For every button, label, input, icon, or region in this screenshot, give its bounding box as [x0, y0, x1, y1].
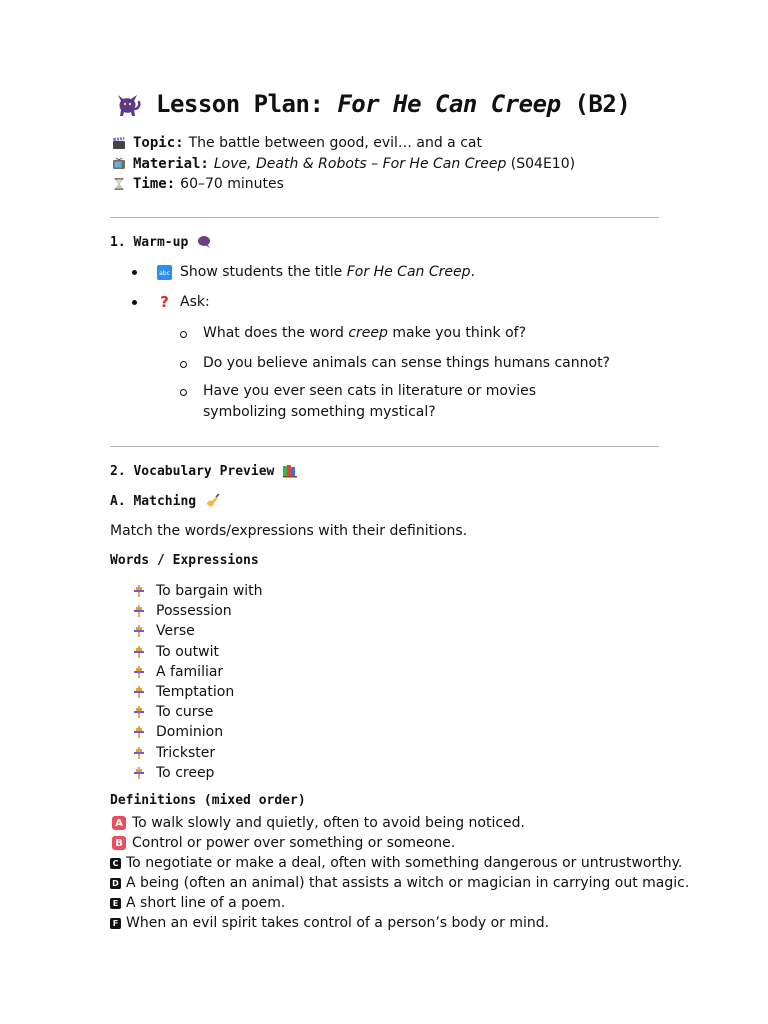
television-icon: [112, 157, 126, 171]
list-item: [132, 581, 263, 601]
round-pushpin-icon: [132, 746, 146, 760]
material-row: [112, 154, 575, 175]
list-item: [180, 381, 613, 423]
vocab-heading: [110, 463, 298, 479]
list-item: [132, 642, 263, 662]
definition-text: A being (often an animal) that assists a witch or magician in carrying out magic.: [126, 875, 690, 891]
definition-item: [110, 873, 689, 893]
definition-item: [110, 913, 689, 933]
letter-d-icon: D: [110, 878, 121, 889]
black-cat-icon: [112, 89, 142, 119]
page-title: [112, 86, 630, 122]
time-value: 60–70 minutes: [180, 176, 284, 192]
list-item: [132, 743, 263, 763]
list-item: [180, 353, 623, 374]
list-item: [132, 662, 263, 682]
abc-input-icon: [157, 265, 172, 280]
definition-item: [110, 813, 689, 833]
instruction-text: Match the words/expressions with their definitions.: [110, 523, 468, 539]
words-list: [132, 581, 263, 783]
definition-item: [110, 833, 689, 853]
title-italic: For He Can Creep: [337, 90, 561, 118]
time-row: [112, 174, 575, 195]
list-item: [132, 682, 263, 702]
letter-b-icon: B: [112, 836, 126, 850]
title-prefix: Lesson Plan:: [156, 90, 338, 118]
divider: [110, 217, 659, 218]
matching-heading-text: A. Matching: [110, 493, 197, 509]
round-pushpin-icon: [132, 604, 146, 618]
word-text: To creep: [156, 764, 215, 781]
time-label: Time:: [133, 176, 176, 192]
material-label: Material:: [133, 155, 209, 172]
warmup-heading-text: 1. Warm-up: [110, 234, 189, 250]
divider: [110, 446, 659, 447]
list-item: [132, 722, 263, 742]
definition-text: To walk slowly and quietly, often to avoid being noticed.: [132, 815, 526, 831]
list-item: [132, 294, 210, 310]
definition-item: [110, 893, 689, 913]
q1-suffix: make you think of?: [387, 325, 527, 341]
list-item: [132, 763, 263, 783]
round-pushpin-icon: [132, 766, 146, 780]
list-item: [132, 264, 475, 280]
bullet-dot: [132, 270, 137, 275]
bullet-circle: [180, 389, 187, 396]
words-heading: Words / Expressions: [110, 553, 259, 568]
matching-heading: [110, 493, 220, 509]
letter-a-icon: A: [112, 816, 126, 830]
round-pushpin-icon: [132, 665, 146, 679]
speech-balloon-icon: [196, 234, 212, 250]
word-text: Trickster: [156, 744, 216, 761]
bullet2-text: Ask:: [180, 294, 210, 310]
bullet1-italic: For He Can Creep: [346, 264, 471, 280]
q1-prefix: What does the word: [203, 325, 349, 341]
vocab-heading-text: 2. Vocabulary Preview: [110, 463, 275, 479]
clapperboard-icon: [112, 136, 126, 150]
material-suffix: (S04E10): [506, 155, 576, 172]
meta-block: [112, 133, 575, 195]
bullet-circle: [180, 361, 187, 368]
topic-row: [112, 133, 575, 154]
q2-text: Do you believe animals can sense things humans cannot?: [203, 355, 610, 371]
list-item: [132, 702, 263, 722]
definition-text: Control or power over something or someone.: [132, 835, 456, 851]
writing-hand-icon: [204, 493, 220, 509]
list-item: [132, 621, 263, 641]
round-pushpin-icon: [132, 725, 146, 739]
svg-text:abc: abc: [159, 269, 170, 277]
round-pushpin-icon: [132, 584, 146, 598]
list-item: [132, 601, 263, 621]
word-text: Dominion: [156, 724, 224, 741]
round-pushpin-icon: [132, 624, 146, 638]
material-italic: Love, Death & Robots – For He Can Creep: [213, 155, 507, 172]
round-pushpin-icon: [132, 705, 146, 719]
definition-text: To negotiate or make a deal, often with something dangerous or untrustworthy.: [126, 855, 683, 871]
definitions-heading: Definitions (mixed order): [110, 793, 306, 808]
definition-text: A short line of a poem.: [126, 895, 286, 911]
topic-value: The battle between good, evil… and a cat: [188, 135, 482, 151]
question-mark-icon: ?: [160, 293, 169, 311]
q3-text: Have you ever seen cats in literature or movies symbolizing something mystical?: [203, 383, 537, 420]
title-suffix: (B2): [560, 90, 631, 118]
word-text: To bargain with: [156, 583, 263, 600]
word-text: To outwit: [156, 643, 219, 660]
word-text: To curse: [156, 704, 214, 721]
round-pushpin-icon: [132, 645, 146, 659]
bullet-dot: [132, 300, 137, 305]
bullet1-prefix: Show students the title: [180, 264, 347, 280]
books-icon: [282, 463, 298, 479]
letter-e-icon: E: [110, 898, 121, 909]
bullet1-suffix: .: [470, 264, 475, 280]
round-pushpin-icon: [132, 685, 146, 699]
letter-f-icon: F: [110, 918, 121, 929]
definitions-list: [110, 813, 689, 933]
definition-item: [110, 853, 689, 873]
word-text: Verse: [156, 623, 195, 640]
topic-label: Topic:: [133, 135, 184, 151]
bullet-circle: [180, 331, 187, 338]
word-text: Possession: [156, 603, 232, 620]
q1-italic: creep: [348, 325, 388, 341]
definition-text: When an evil spirit takes control of a person’s body or mind.: [126, 915, 550, 931]
warmup-heading: [110, 234, 212, 250]
word-text: A familiar: [156, 663, 224, 680]
list-item: [180, 323, 623, 344]
letter-c-icon: C: [110, 858, 121, 869]
hourglass-icon: [112, 177, 126, 191]
word-text: Temptation: [156, 684, 235, 701]
